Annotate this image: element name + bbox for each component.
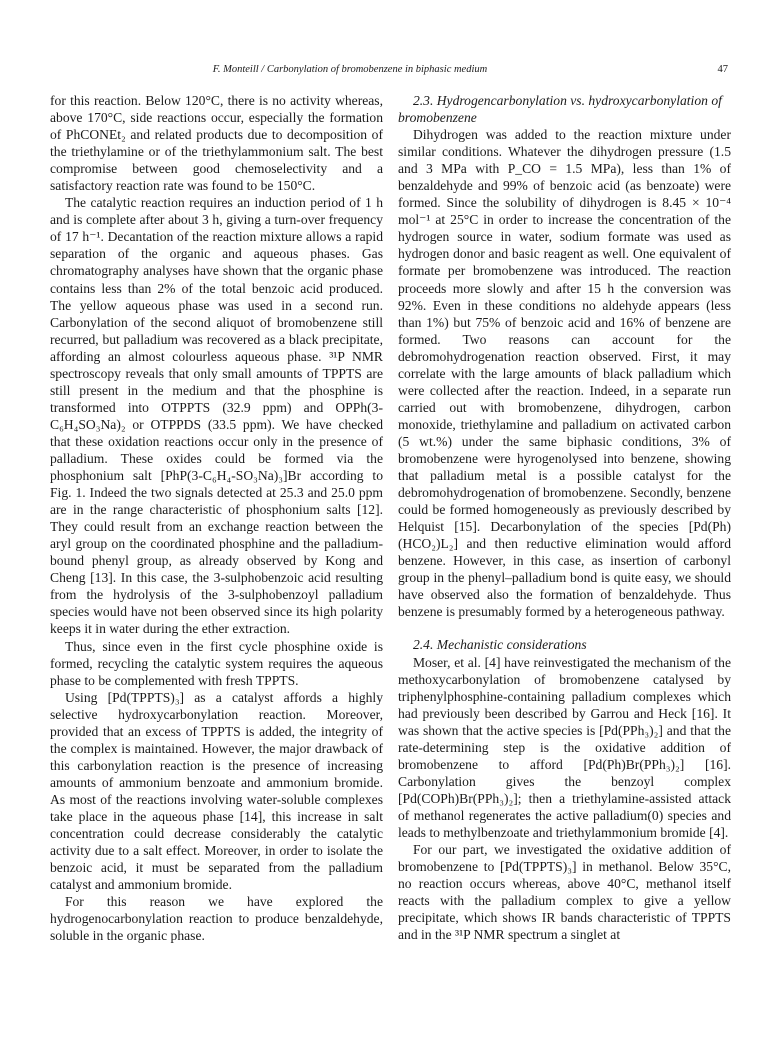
- left-column: [50, 92, 383, 944]
- paragraph: For our part, we investigated the oxidative addition of bromobenzene to [Pd(TPPTS)₃] in methanol. Below 35°C, no reaction occurs whereas, above 40°C, methanol itself reacts with the palladium complex to give a yellow precipitate, which shows IR bands characteristic of TPPTS and in the ³¹P NMR spectrum a singlet at: [398, 842, 731, 943]
- running-title: F. Monteill / Carbonylation of bromobenzene in biphasic medium: [212, 64, 488, 75]
- right-column: [398, 92, 731, 943]
- section-heading: 2.4. Mechanistic considerations: [412, 637, 587, 653]
- paragraph: For this reason we have explored the hydrogenocarbonylation reaction to produce benzaldehyde, soluble in the organic phase.: [50, 894, 383, 944]
- section-heading: 2.3. Hydrogencarbonylation vs. hydroxycarbonylation of bromobenzene: [398, 93, 722, 126]
- paragraph: Dihydrogen was added to the reaction mixture under similar conditions. Whatever the dihydrogen pressure (1.5 and 3 MPa with P_CO = 1.5 MPa), less than 1% of benzaldehyde and 99% of benzoic acid (as benzoate) were formed. Since the solubility of dihydrogen is 8.45 × 10⁻⁴ mol⁻¹ at 25°C in order to increase the concentration of the hydrogen source in water, sodium formate was used as hydrogen donor and basic reagent as well. One equivalent of formate per bromobenzene was introduced. The reaction proceeds more slowly and after 15 h the conversion was 92%. Even in these conditions no aldehyde appears (less than 1%) but 75% of benzoic acid and 16% of benzene are formed. Two reasons can account for the debromohydrogenation reaction observed. First, it may correlate with the large amounts of black palladium which were collected after the reaction. Indeed, in a separate run carried out with bromobenzene, dihydrogen, carbon monoxide, triethylamine and palladium on activated carbon (5 wt.%) under the same biphasic conditions, 3% of bromobenzene were hyrogenolysed into benzene, showing that palladium metal is a possible catalyst for the debromohydrogenation of bromobenzene. Secondly, benzene could be formed homogeneously as previously described by Helquist [15]. Decarbonylation of the species [Pd(Ph)(HCO₂)L₂] and then reductive elimination would afford benzene. However, in this case, as insertion of carbonyl group in the phenyl–palladium bond is quite easy, we should have observed also the formation of benzaldehyde. Thus benzene is presumably formed by a heterogeneous pathway.: [398, 127, 731, 620]
- paragraph: Moser, et al. [4] have reinvestigated the mechanism of the methoxycarbonylation of bromobenzene catalysed by triphenylphosphine-containing palladium complexes which had previously been described by Garrou and Heck [16]. It was shown that the active species is [Pd(PPh₃)₂] and that the rate-determining step is the oxidative addition of bromobenzene to afford [Pd(Ph)Br(PPh₃)₂] [16]. Carbonylation gives the benzoyl complex [Pd(COPh)Br(PPh₃)₂]; then a triethylamine-assisted attack of methanol regenerates the active palladium(0) species and leads to methylbenzoate and triethylammonium bromide [4].: [398, 654, 731, 840]
- paragraph: for this reaction. Below 120°C, there is no activity whereas, above 170°C, side reactions occur, especially the formation of PhCONEt₂ and related products due to decomposition of the triethylamine or of the triethylammonium salt. The best compromise between good chemoselectivity and a satisfactory reaction rate was found to be 150°C.: [50, 93, 383, 194]
- running-head: [0, 64, 772, 80]
- paragraph: The catalytic reaction requires an induction period of 1 h and is complete after about 3 h, giving a turn-over frequency of 17 h⁻¹. Decantation of the reaction mixture allows a rapid separation of the organic and aqueous phases. Gas chromatography analyses have shown that the organic phase contains less than 2% of the total benzoic acid produced. The yellow aqueous phase was used in a second run. Carbonylation of the second aliquot of bromobenzene still recurred, but palladium was recovered as a black precipitate, affording an almost colourless aqueous phase. ³¹P NMR spectroscopy reveals that only small amounts of TPPTS are still present in the medium and that the phosphine is transformed into OTPPTS (32.9 ppm) and OPPh(3-C₆H₄SO₃Na)₂ or OTPPDS (33.5 ppm). We have checked that these oxidation reactions occur only in the presence of palladium. These oxides could be formed via the phosphonium salt [PhP(3-C₆H₄-SO₃Na)₃]Br according to Fig. 1. Indeed the two signals detected at 25.3 and 25.0 ppm are in the range characteristic of phosphonium salts [12]. They could result from an exchange reaction between the aryl group on the coordinated phosphine and the palladium-bound phenyl group, as already observed by Kong and Cheng [13]. In this case, the 3-sulphobenzoic acid resulting from the hydrolysis of the 3-sulphobenzoyl palladium species would have not been observed since its high polarity keeps it in water during the ether extraction.: [50, 195, 383, 637]
- page-number: 47: [717, 64, 728, 75]
- paragraph: Using [Pd(TPPTS)₃] as a catalyst affords a highly selective hydroxycarbonylation reaction. Moreover, provided that an excess of TPPTS is added, the integrity of the complex is maintained. However, the major drawback of this carbonylation reaction is the presence of increasing amounts of ammonium benzoate and ammonium bromide. As most of the reactions involving water-soluble complexes take place in the aqueous phase [14], this increase in salt concentration could decrease considerably the catalytic activity due to a salt effect. Moreover, in order to isolate the benzoic acid, it must be separated from the palladium catalyst and ammonium bromide.: [50, 689, 383, 893]
- paragraph: Thus, since even in the first cycle phosphine oxide is formed, recycling the catalytic system requires the aqueous phase to be complemented with fresh TPPTS.: [50, 638, 383, 688]
- section-gap: [398, 620, 731, 636]
